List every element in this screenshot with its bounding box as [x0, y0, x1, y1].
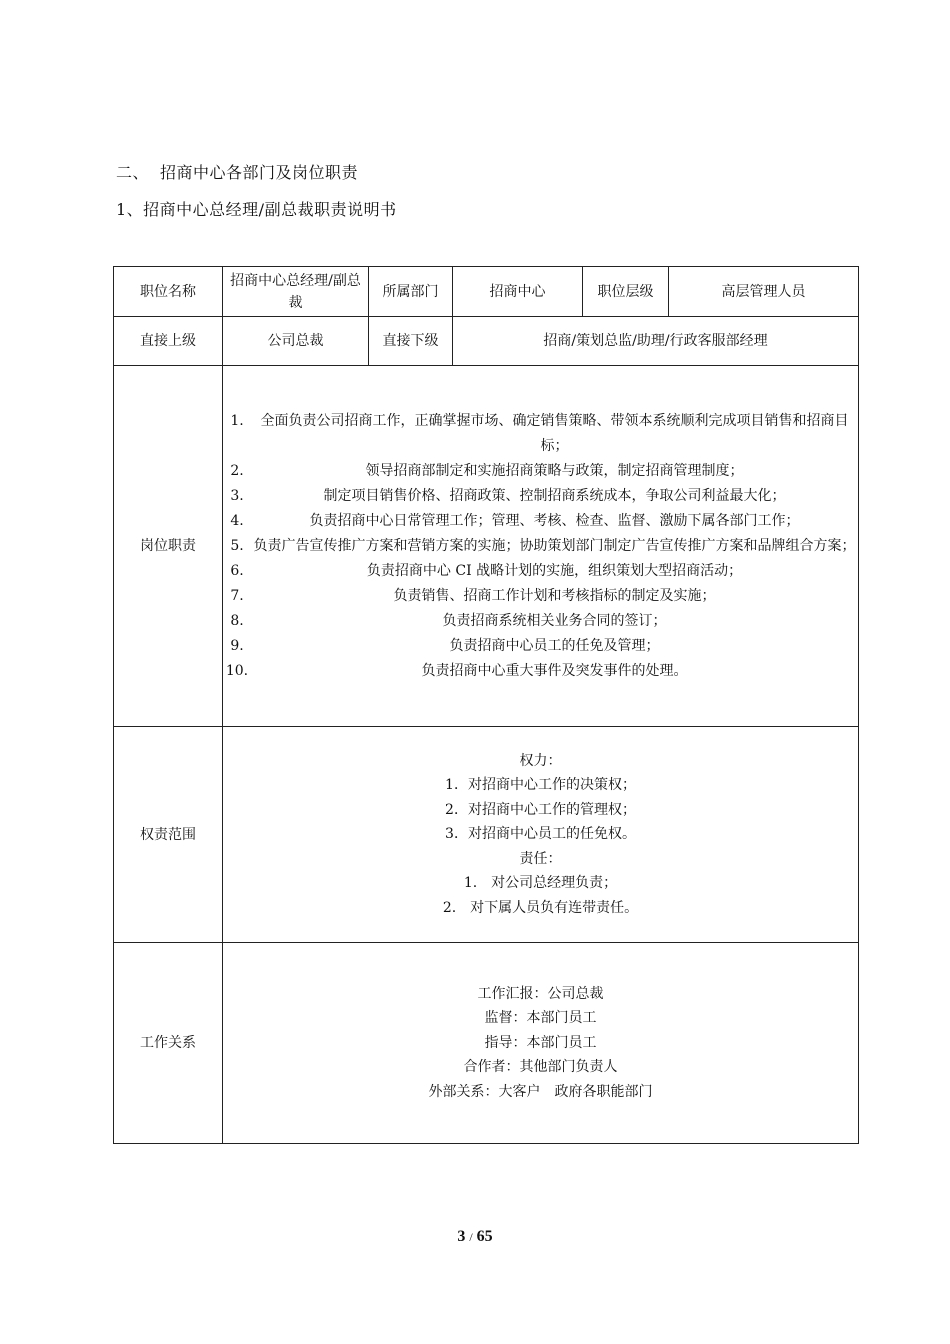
authority-line: 1．对招商中心工作的决策权； [445, 777, 636, 794]
superior-value: 公司总裁 [223, 317, 369, 366]
sub-heading: 1、招商中心总经理/副总裁职责说明书 [116, 200, 397, 219]
duty-item [223, 584, 858, 609]
authority-line: 3．对招商中心员工的任免权。 [445, 826, 636, 843]
label-level: 职位层级 [583, 267, 669, 317]
duty-number: 4. [230, 512, 244, 529]
duty-item [223, 459, 858, 484]
page-total: 65 [476, 1228, 493, 1245]
authority-line: 2．对招商中心工作的管理权； [445, 801, 636, 818]
table-row [114, 366, 859, 727]
authority-line: 1. 对公司总经理负责； [463, 875, 618, 892]
duty-number: 5. [230, 537, 244, 554]
department-value: 招商中心 [453, 267, 583, 317]
page-number [0, 1228, 950, 1246]
section-title: 招商中心各部门及岗位职责 [160, 163, 359, 182]
label-department: 所属部门 [369, 267, 453, 317]
relation-line: 指导：本部门员工 [484, 1034, 597, 1051]
table-row [114, 317, 859, 366]
duty-text: 负责招商中心员工的任免及管理； [449, 637, 660, 654]
level-value: 高层管理人员 [669, 267, 859, 317]
page-current: 3 [457, 1228, 466, 1245]
label-relations: 工作关系 [114, 943, 223, 1144]
table-row [114, 943, 859, 1144]
duty-text: 全面负责公司招商工作，正确掌握市场、确定销售策略、带领本系统顺利完成项目销售和招商目标； [260, 412, 849, 454]
duty-number: 9. [230, 637, 244, 654]
duty-text: 负责招商系统相关业务合同的签订； [442, 612, 667, 629]
duty-number: 3. [230, 487, 244, 504]
duty-number: 6. [230, 562, 244, 579]
duty-text: 负责招商中心 CI 战略计划的实施，组织策划大型招商活动； [366, 562, 743, 579]
authority-line: 2. 对下属人员负有连带责任。 [442, 899, 639, 916]
relation-line: 合作者：其他部门负责人 [463, 1059, 618, 1076]
duty-text: 负责招商中心日常管理工作；管理、考核、检查、监督、激励下属各部门工作； [309, 512, 800, 529]
duty-text: 制定项目销售价格、招商政策、控制招商系统成本，争取公司利益最大化； [323, 487, 786, 504]
relation-line: 工作汇报：公司总裁 [477, 985, 604, 1002]
duty-item [223, 634, 858, 659]
label-position: 职位名称 [114, 267, 223, 317]
job-description-table [113, 266, 859, 1144]
section-heading [116, 160, 358, 183]
duty-number: 2. [230, 462, 244, 479]
subordinate-value: 招商/策划总监/助理/行政客服部经理 [453, 317, 859, 366]
duty-item [223, 409, 858, 459]
label-subordinate: 直接下级 [369, 317, 453, 366]
section-number: 二、 [116, 163, 150, 182]
authority-line: 权力： [519, 752, 562, 769]
table-row [114, 267, 859, 317]
duty-text: 负责销售、招商工作计划和考核指标的制定及实施； [393, 587, 716, 604]
label-authority: 权责范围 [114, 727, 223, 943]
label-duties: 岗位职责 [114, 366, 223, 727]
page-separator: / [469, 1230, 473, 1244]
relation-line: 监督：本部门员工 [484, 1010, 597, 1027]
duty-item [223, 659, 858, 684]
relation-line: 外部关系：大客户 政府各职能部门 [428, 1083, 653, 1100]
duty-item [223, 534, 858, 559]
duty-item [223, 509, 858, 534]
duty-number: 7. [230, 587, 244, 604]
relations-content [223, 943, 859, 1144]
duty-item [223, 609, 858, 634]
duty-text: 负责广告宣传推广方案和营销方案的实施；协助策划部门制定广告宣传推广方案和品牌组合方案； [253, 537, 856, 554]
duty-number: 10. [225, 662, 249, 679]
duty-item [223, 484, 858, 509]
duty-item [223, 559, 858, 584]
label-superior: 直接上级 [114, 317, 223, 366]
duty-text: 负责招商中心重大事件及突发事件的处理。 [421, 662, 688, 679]
duty-number: 8. [230, 612, 244, 629]
duty-text: 领导招商部制定和实施招商策略与政策，制定招商管理制度； [365, 462, 744, 479]
authority-content [223, 727, 859, 943]
authority-line: 责任： [519, 850, 562, 867]
position-value: 招商中心总经理/副总裁 [223, 267, 369, 317]
duties-list [223, 366, 859, 727]
duty-number: 1. [230, 412, 244, 429]
table-row [114, 727, 859, 943]
